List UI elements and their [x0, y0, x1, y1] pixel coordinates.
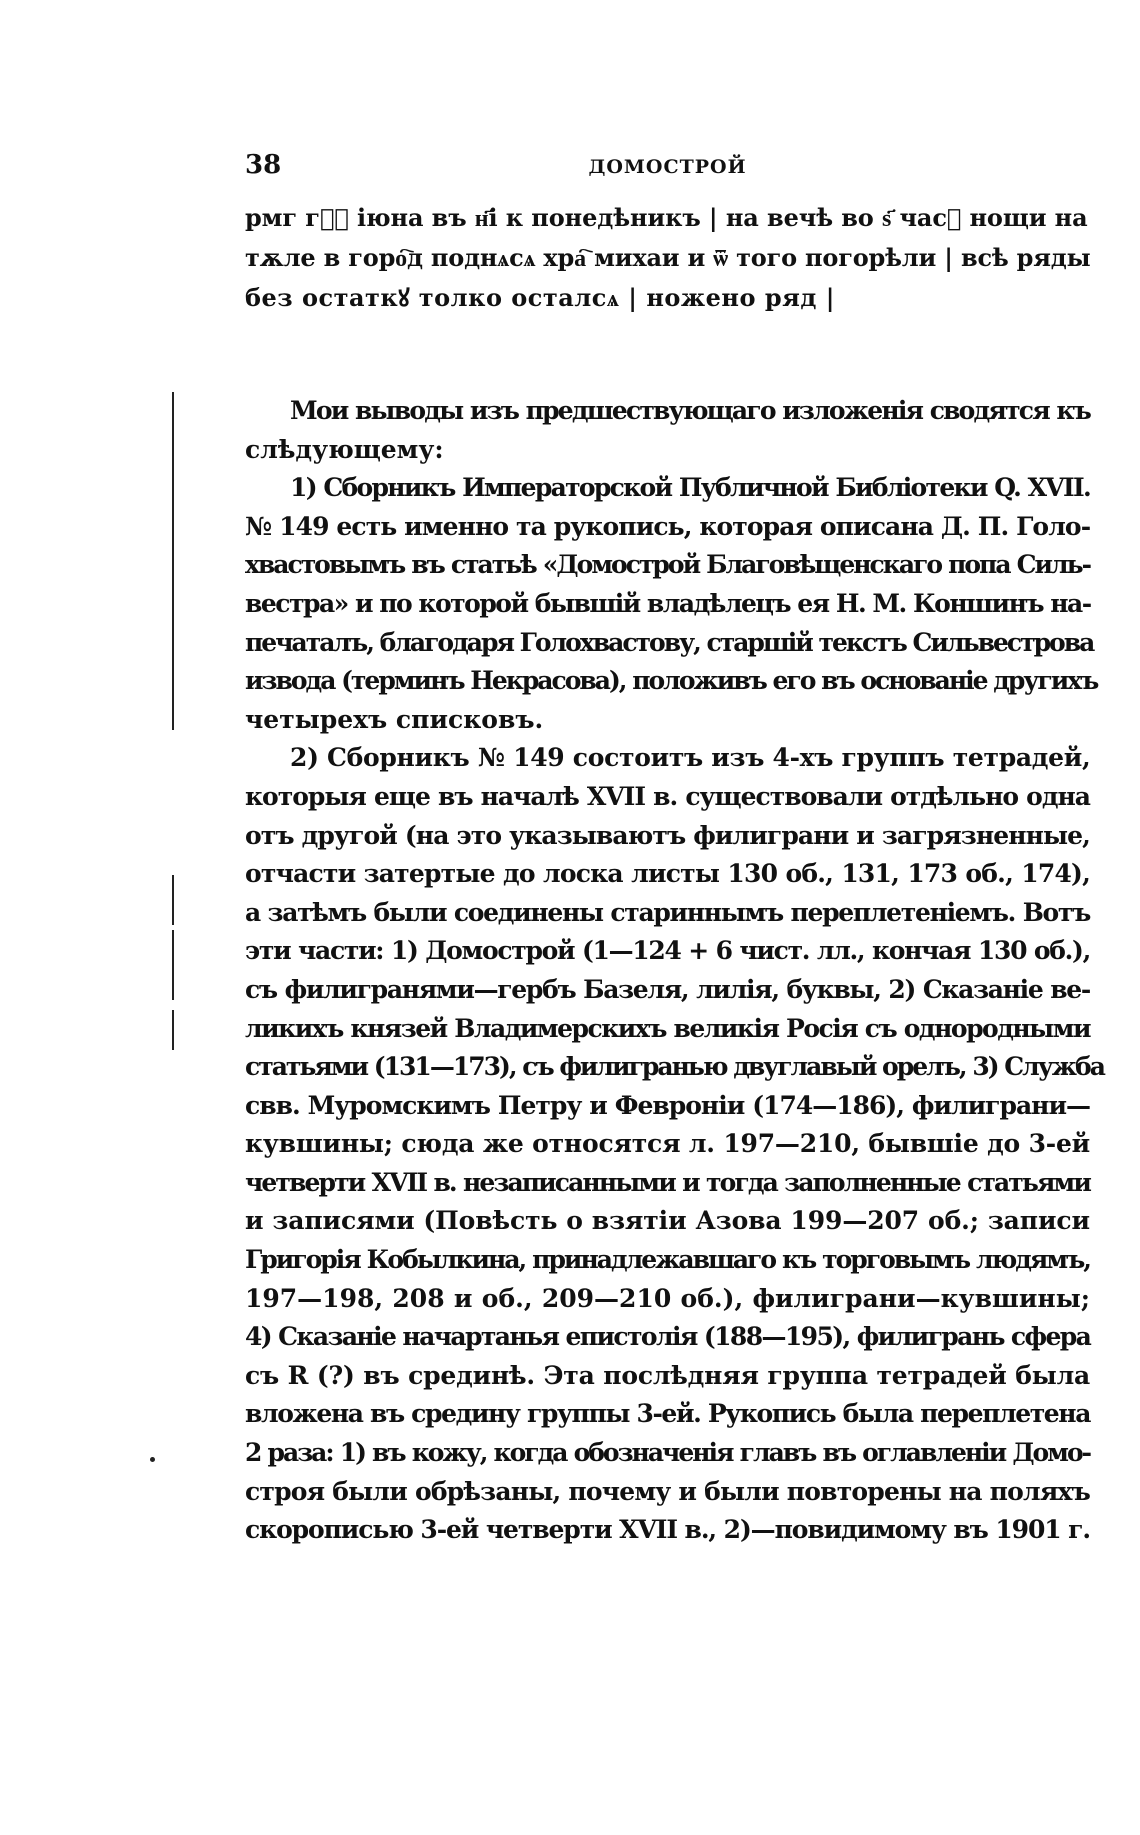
body-text	[245, 392, 1104, 1550]
text-line: 4) Сказаніе начартанья епистолія (188—195), филигрань сфера	[245, 1322, 1091, 1352]
text-line: четырехъ списковъ.	[245, 704, 544, 734]
text-line: которыя еще въ началѣ XVII в. существовали отдѣльно одна	[245, 781, 1090, 811]
text-line: ликихъ князей Владимерскихъ великія Росія съ однородными	[245, 1013, 1090, 1043]
text-line: Мои выводы изъ предшествующаго изложенія сводятся къ	[290, 396, 1090, 425]
text-line: эти части: 1) Домострой (1—124 + 6 чист. лл., кончая 130 об.),	[245, 936, 1090, 966]
margin-rule	[172, 875, 174, 925]
margin-rule	[172, 930, 174, 1000]
page-header	[245, 150, 1090, 190]
text-line: скорописью 3-ей четверти XVII в., 2)—повидимому въ 1901 г.	[245, 1515, 1090, 1545]
text-line: извода (терминъ Некрасова), положивъ его въ основаніе другихъ	[245, 666, 1098, 696]
text-line: слѣдующему:	[245, 434, 444, 464]
text-line: отъ другой (на это указываютъ филиграни и загрязненные,	[245, 820, 1090, 850]
text-line: строя были обрѣзаны, почему и были повторены на поляхъ	[245, 1476, 1090, 1506]
text-line: съ филигранями—гербъ Базеля, лилія, буквы, 2) Сказаніе ве-	[245, 974, 1090, 1004]
text-line: четверти XVII в. незаписанными и тогда заполненные статьями	[245, 1167, 1090, 1197]
text-line: Григорія Кобылкина, принадлежавшаго къ торговымъ людямъ,	[245, 1245, 1090, 1275]
text-line: съ R (?) въ срединѣ. Эта послѣдняя группа тетрадей была	[245, 1360, 1090, 1390]
text-line: 1) Сборникъ Императорской Публичной Библіотеки Q. XVII.	[290, 473, 1090, 503]
running-title: ДОМОСТРОЙ	[588, 156, 747, 178]
text-line: кувшины; сюда же относятся л. 197—210, бывшіе до 3-ей	[245, 1129, 1090, 1159]
text-line: № 149 есть именно та рукопись, которая описана Д. П. Голо-	[245, 511, 1091, 541]
text-line: 2) Сборникъ № 149 состоитъ изъ 4-хъ группъ тетрадей,	[290, 743, 1091, 773]
margin-rule	[172, 1010, 174, 1050]
text-line: статьями (131—173), съ филигранью двуглавый орелъ, 3) Служба	[245, 1052, 1104, 1082]
margin-rule	[172, 392, 174, 730]
text-line: 2 раза: 1) въ кожу, когда обозначенія главъ въ оглавленіи Домо-	[245, 1438, 1090, 1468]
slavonic-line: рмг гⷪ҇ іюна въ н҃і к понедѣникъ | на вечѣ во ѕ҃ часꙋ нощи на	[245, 203, 1088, 232]
text-line: а затѣмъ были соединены стариннымъ переплетеніемъ. Вотъ	[245, 897, 1090, 927]
text-line: 197—198, 208 и об., 209—210 об.), филиграни—кувшины;	[245, 1283, 1090, 1313]
page-number: 38	[245, 150, 282, 180]
text-line: печаталъ, благодаря Голохвастову, старшій текстъ Сильвестрова	[245, 627, 1094, 657]
text-line: хвастовымъ въ статьѣ «Домострой Благовѣщенскаго попа Силь-	[245, 550, 1090, 580]
slavonic-line: тѫле в горо҇д поднѧсѧ хра҇ михаи и ѿ того погорѣли | всѣ ряды	[245, 243, 1091, 272]
text-line: отчасти затертые до лоска листы 130 об., 131, 173 об., 174),	[245, 859, 1090, 889]
slavonic-line: без остаткꙋ толко осталсѧ | ножено ряд |	[245, 283, 835, 312]
text-line: вестра» и по которой бывшій владѣлецъ ея Н. М. Коншинъ на-	[245, 588, 1091, 618]
text-line: вложена въ средину группы 3-ей. Рукопись была переплетена	[245, 1399, 1090, 1429]
margin-dot	[150, 1457, 155, 1462]
text-line: и записями (Повѣсть о взятіи Азова 199—207 об.; записи	[245, 1206, 1090, 1236]
text-line: свв. Муромскимъ Петру и Февроніи (174—186), филиграни—	[245, 1090, 1090, 1120]
slavonic-quotation	[245, 198, 1090, 318]
